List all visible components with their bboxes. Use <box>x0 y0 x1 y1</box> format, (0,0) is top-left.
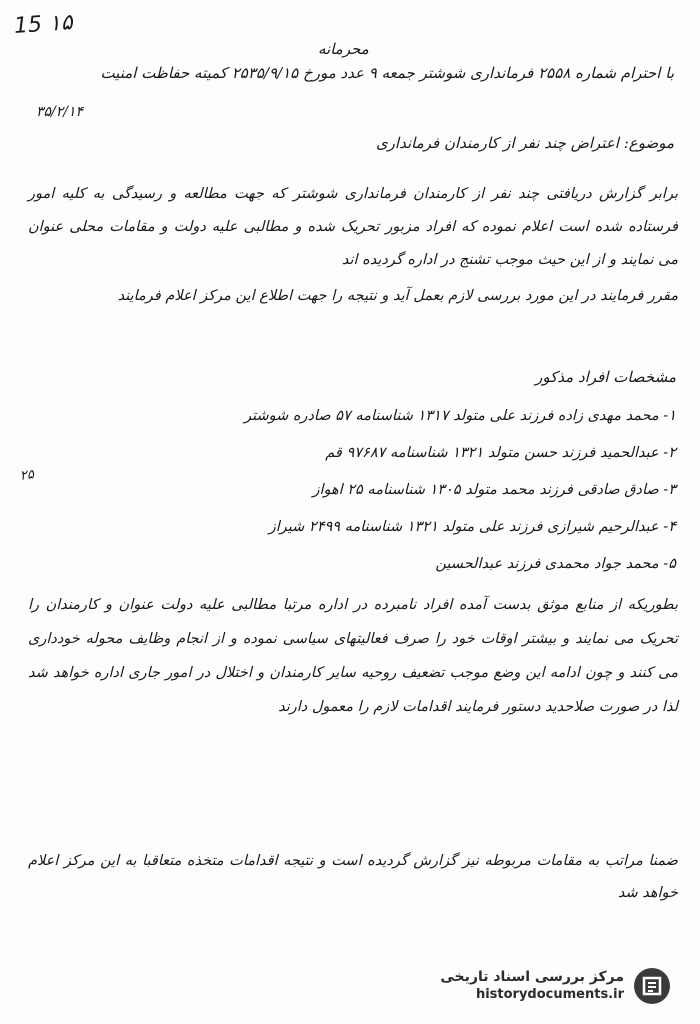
reference-line: با احترام شماره ۲۵۵۸ فرمانداری شوشتر جمعه ۹ عدد مورخ ۲۵۳۵/۹/۱۵ کمیته حفاظت امنیت <box>100 64 674 82</box>
watermark <box>440 966 672 1006</box>
corner-note: 15 ۱۵ <box>13 9 74 40</box>
list-item: ۴- عبدالرحیم شیرازی فرزند علی متولد ۱۳۲۱ شناسنامه ۲۴۹۹ شیراز <box>268 519 676 535</box>
subject-line: موضوع: اعتراض چند نفر از کارمندان فرمانداری <box>375 134 674 152</box>
classification-label: محرمانه <box>318 40 369 58</box>
persons-list <box>26 398 676 583</box>
body-paragraph-1: برابر گزارش دریافتی چند نفر از کارمندان فرمانداری شوشتر که جهت مطالعه و رسیدگی به کلیه امور فرستاده شده است اعلام نموده که افراد مزبور تحریک شده و مطالبی علیه دولت و مقامات محلی عنوان می نمایند و از این حیث موجب تشنج در اداره گردیده اند <box>28 186 678 268</box>
list-item: ۱- محمد مهدی زاده فرزند علی متولد ۱۳۱۷ شناسنامه ۵۷ صادره شوشتر <box>244 408 676 424</box>
margin-note: ۲۵ <box>19 467 35 484</box>
archive-logo-icon <box>632 966 672 1006</box>
watermark-url: historydocuments.ir <box>475 987 624 1002</box>
list-title: مشخصات افراد مذکور <box>535 368 676 386</box>
reference-date: ۳۵/۲/۱۴ <box>36 104 84 120</box>
watermark-title: مرکز بررسی اسناد تاریخی <box>440 969 624 985</box>
list-item: ۲- عبدالحمید فرزند حسن متولد ۱۳۲۱ شناسنامه ۹۷۶۸۷ قم <box>325 445 676 461</box>
list-item: ۵- محمد جواد محمدی فرزند عبدالحسین <box>435 556 676 572</box>
body-paragraph-2: مقرر فرمایند در این مورد بررسی لازم بعمل آید و نتیجه را جهت اطلاع این مرکز اعلام فرمایند <box>117 288 678 304</box>
body-paragraph-3: بطوریکه از منابع موثق بدست آمده افراد نامبرده در اداره مرتبا مطالبی علیه دولت عنوان و کارمندان را تحریک می نمایند و بیشتر اوقات خود را صرف فعالیتهای سیاسی نموده و از انجام وظایف محوله خودداری می کنند و چون ادامه این وضع موجب تضعیف روحیه سایر کارمندان و اختلال در امور جاری اداره خواهد شد لذا در صورت صلاحدید دستور فرمایند اقدامات لازم را معمول دارند <box>28 597 678 715</box>
list-item: ۳- صادق صادقی فرزند محمد متولد ۱۳۰۵ شناسنامه ۲۵ اهواز <box>312 482 676 498</box>
body-paragraph-4: ضمنا مراتب به مقامات مربوطه نیز گزارش گردیده است و نتیجه اقدامات متخذه متعاقبا به این مرکز اعلام خواهد شد <box>28 853 678 901</box>
